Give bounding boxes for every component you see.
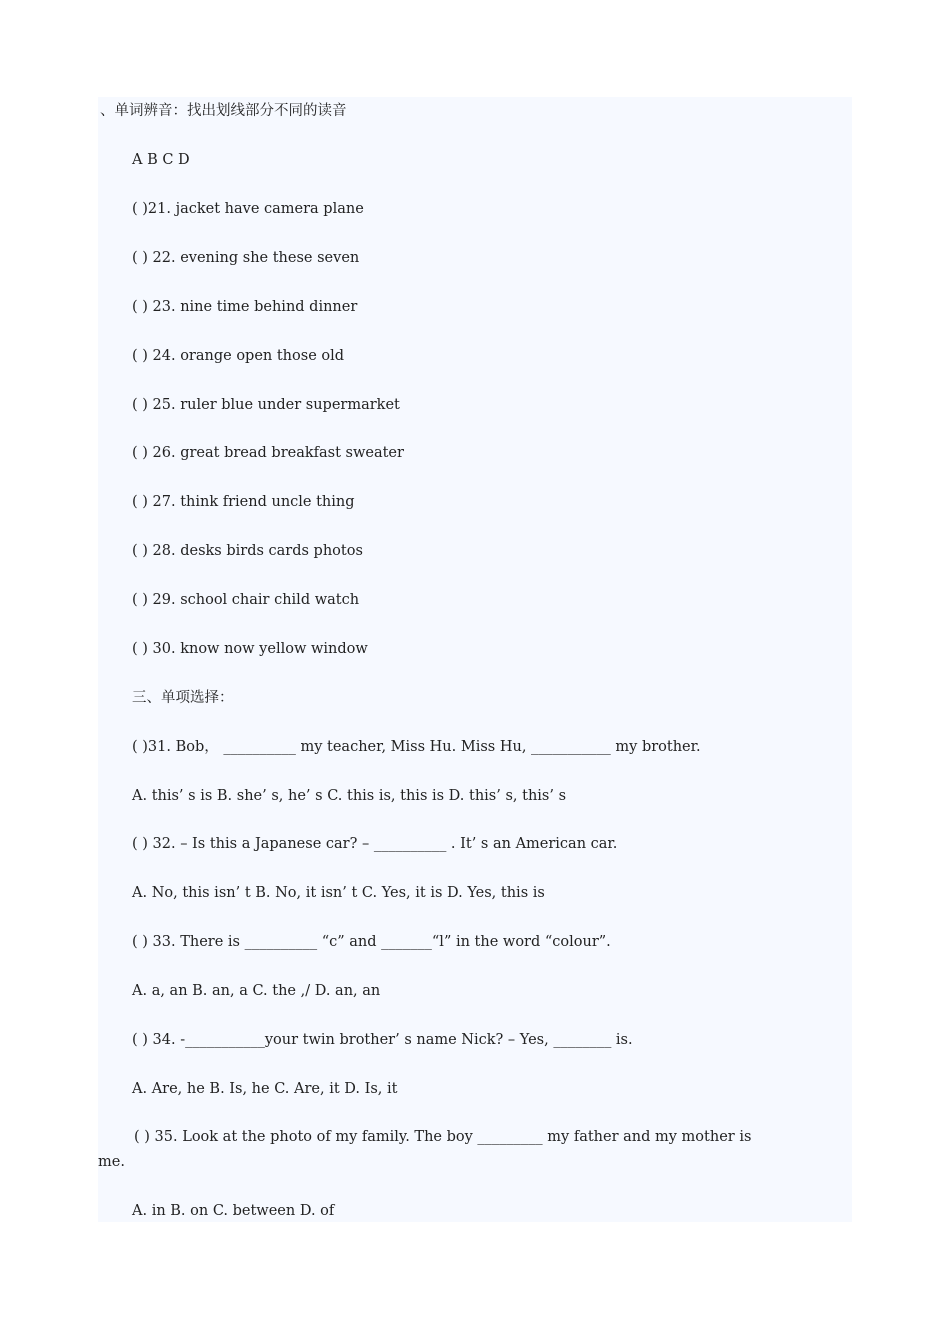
question-31: ( )31. Bob， __________ my teacher, Miss Hu. Miss Hu, ___________ my brother. [132,739,701,755]
section-heading-choice: 三、单项选择： [132,690,234,706]
question-35: ( ) 35. Look at the photo of my family. The boy _________ my father and my mother is [134,1129,752,1145]
question-32: ( ) 32. – Is this a Japanese car? – __________ . It’ s an American car. [132,836,618,852]
question-26: ( ) 26. great bread breakfast sweater [132,445,404,461]
question-34: ( ) 34. -___________your twin brother’ s name Nick? – Yes, ________ is. [132,1032,633,1048]
question-32-options: A. No, this isn’ t B. No, it isn’ t C. Yes, it is D. Yes, this is [132,885,545,901]
question-34-options: A. Are, he B. Is, he C. Are, it D. Is, it [132,1081,398,1097]
question-21: ( )21. jacket have camera plane [132,201,364,217]
question-35-continuation: me. [98,1154,125,1170]
question-25: ( ) 25. ruler blue under supermarket [132,397,400,413]
question-35-options: A. in B. on C. between D. of [132,1203,335,1219]
question-23: ( ) 23. nine time behind dinner [132,299,358,315]
question-28: ( ) 28. desks birds cards photos [132,543,363,559]
question-27: ( ) 27. think friend uncle thing [132,494,355,510]
question-31-options: A. this’ s is B. she’ s, he’ s C. this is, this is D. this’ s, this’ s [132,788,567,804]
question-29: ( ) 29. school chair child watch [132,592,360,608]
question-33: ( ) 33. There is __________ “c” and _______“l” in the word “colour”. [132,934,611,950]
question-33-options: A. a, an B. an, a C. the ,/ D. an, an [132,983,381,999]
option-header: A B C D [132,152,190,168]
question-24: ( ) 24. orange open those old [132,348,345,364]
question-22: ( ) 22. evening she these seven [132,250,360,266]
section-heading-phonics: 、单词辨音：找出划线部分不同的读音 [100,103,347,119]
question-30: ( ) 30. know now yellow window [132,641,368,657]
